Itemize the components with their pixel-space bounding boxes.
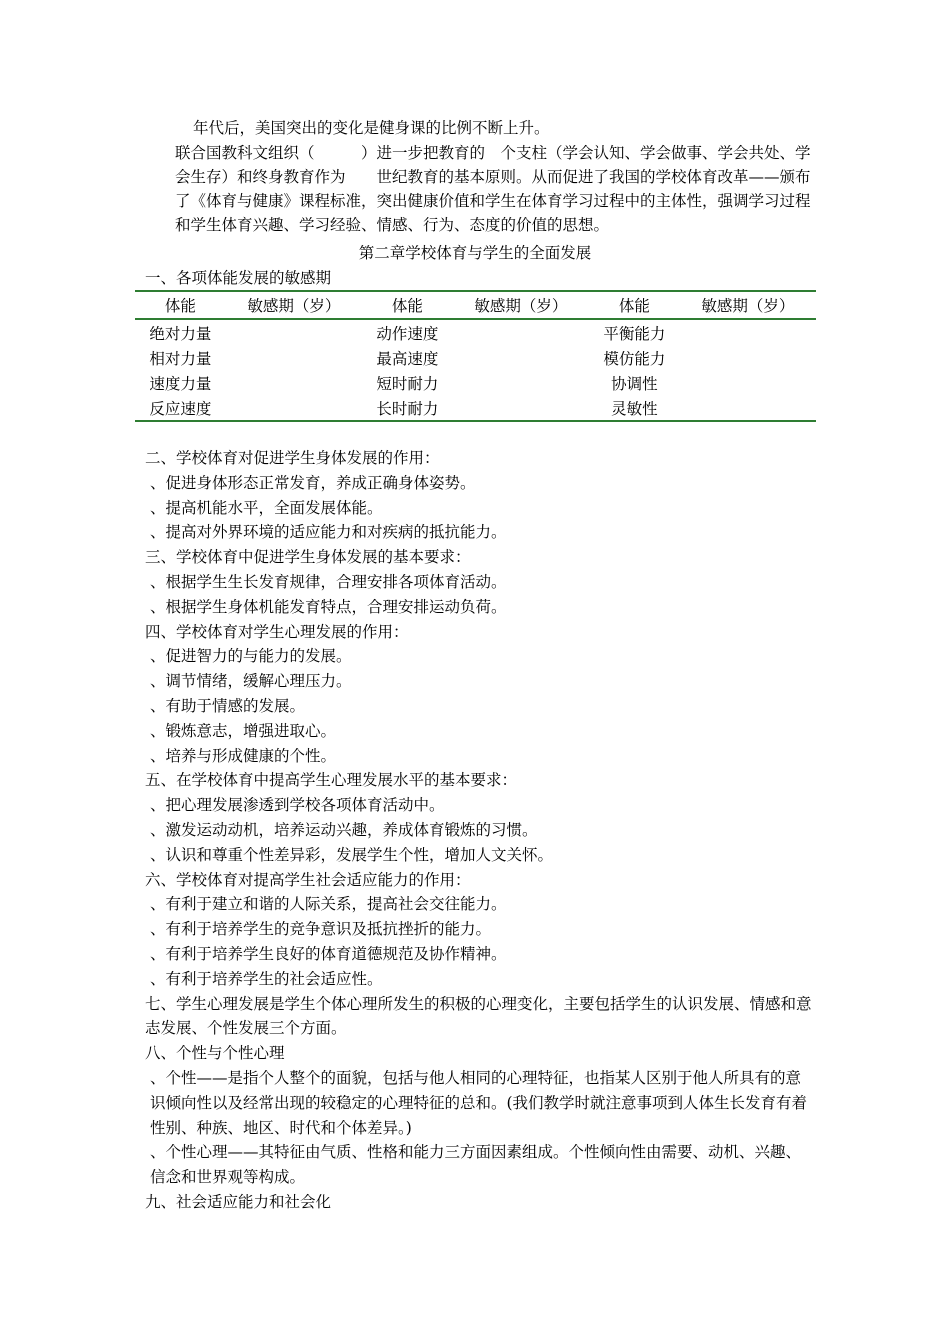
- section1-title: 一、各项体能发展的敏感期: [145, 269, 332, 287]
- table-cell: [453, 345, 589, 370]
- paragraph: 、个性——是指个人整个的面貌，包括与他人相同的心理特征，也指某人区别于他人所具有的意识倾向性以及经常出现的较稳定的心理特征的总和。(我们教学时就注意事项到人体生长发育有着性别、种族、地区、时代和个体差异。): [150, 1068, 808, 1137]
- table-cell: 动作速度: [376, 324, 439, 343]
- table-header: 体能: [135, 291, 226, 319]
- table-cell: 短时耐力: [376, 374, 439, 393]
- table-cell: [226, 370, 362, 395]
- table-row: [135, 370, 816, 395]
- chapter-title: 第二章学校体育与学生的全面发展: [358, 244, 592, 262]
- section7-paragraph: 七、学生心理发展是学生个体心理所发生的积极的心理变化，主要包括学生的认识发展、情感和意志发展、个性发展三个方面。: [145, 994, 812, 1038]
- table-cell: [453, 370, 589, 395]
- list-item: 、培养与形成健康的个性。: [150, 746, 337, 765]
- section-title: 六、学校体育对提高学生社会适应能力的作用：: [145, 870, 471, 889]
- intro-paragraph: 联合国教科文组织（ ）进一步把教育的 个支柱（学会认知、学会做事、学会共处、学会生存）和终身教育作为 世纪教育的基本原则。从而促进了我国的学校体育改革——颁布了《体育与健康》课程标准，突出健康价值和学生在体育学习过程中的主体性，强调学习过程和学生体育兴趣、学习经验、情感、行为、态度的价值的思想。: [175, 144, 811, 234]
- table-cell: 协调性: [611, 374, 658, 393]
- table-header: 体能: [362, 291, 453, 319]
- table-cell: [226, 319, 362, 345]
- section-title: 二、学校体育对促进学生身体发展的作用：: [145, 449, 440, 467]
- table-row: [135, 345, 816, 370]
- list-item: 、把心理发展渗透到学校各项体育活动中。: [150, 796, 445, 815]
- list-item: 、有利于培养学生的社会适应性。: [150, 969, 383, 988]
- section-title: 八、个性与个性心理: [145, 1044, 285, 1063]
- list-item: 、提高对外界环境的适应能力和对疾病的抵抗能力。: [150, 523, 507, 542]
- list-item: 、有助于情感的发展。: [150, 696, 306, 715]
- list-item: 、提高机能水平，全面发展体能。: [150, 498, 383, 517]
- table-header: 敏感期（岁）: [226, 291, 362, 319]
- table-cell: [680, 319, 816, 345]
- list-item: 、激发运动动机，培养运动兴趣，养成体育锻炼的习惯。: [150, 820, 538, 839]
- table-cell: [680, 395, 816, 421]
- table-cell: 速度力量: [149, 374, 212, 393]
- table-cell: [453, 319, 589, 345]
- section-title: 五、在学校体育中提高学生心理发展水平的基本要求：: [145, 771, 518, 790]
- body-content: [145, 446, 815, 1215]
- table-cell: 绝对力量: [149, 324, 212, 343]
- list-item: 、有利于培养学生的竞争意识及抵抗挫折的能力。: [150, 920, 492, 939]
- table-cell: 相对力量: [149, 349, 212, 368]
- sensitivity-table: [135, 290, 816, 422]
- table-cell: 反应速度: [135, 395, 226, 421]
- list-item: 、有利于建立和谐的人际关系，提高社会交往能力。: [150, 895, 507, 914]
- list-item: 、促进身体形态正常发育，养成正确身体姿势。: [150, 473, 476, 492]
- table-cell: 模仿能力: [603, 349, 666, 368]
- list-item: 、认识和尊重个性差异彩，发展学生个性，增加人文关怀。: [150, 845, 554, 864]
- table-row: [135, 395, 816, 421]
- table-cell: 最高速度: [376, 349, 439, 368]
- list-item: 、根据学生身体机能发育特点，合理安排运动负荷。: [150, 597, 507, 616]
- section-title: 三、学校体育中促进学生身体发展的基本要求：: [145, 548, 471, 567]
- table-cell: [680, 345, 816, 370]
- list-item: 、根据学生生长发育规律，合理安排各项体育活动。: [150, 572, 507, 591]
- table-cell: [226, 395, 362, 421]
- list-item: 、促进智力的与能力的发展。: [150, 647, 352, 666]
- table-cell: [226, 345, 362, 370]
- table-header-row: [135, 291, 816, 319]
- table-header: 敏感期（岁）: [680, 291, 816, 319]
- section-title: 四、学校体育对学生心理发展的作用：: [145, 622, 409, 641]
- table-header: 体能: [589, 291, 680, 319]
- table-row: [135, 319, 816, 345]
- table-cell: 平衡能力: [603, 324, 666, 343]
- table-cell: 灵敏性: [589, 395, 680, 421]
- table-cell: [680, 370, 816, 395]
- section-title: 九、社会适应能力和社会化: [145, 1192, 332, 1211]
- list-item: 、有利于培养学生良好的体育道德规范及协作精神。: [150, 944, 507, 963]
- list-item: 、调节情绪，缓解心理压力。: [150, 672, 352, 691]
- list-item: 、锻炼意志，增强进取心。: [150, 721, 337, 740]
- table-header: 敏感期（岁）: [453, 291, 589, 319]
- intro-line: 年代后，美国突出的变化是健身课的比例不断上升。: [193, 119, 550, 137]
- table-cell: 长时耐力: [362, 395, 453, 421]
- table-cell: [453, 395, 589, 421]
- paragraph: 、个性心理——其特征由气质、性格和能力三方面因素组成。个性倾向性由需要、动机、兴趣、信念和世界观等构成。: [150, 1143, 802, 1187]
